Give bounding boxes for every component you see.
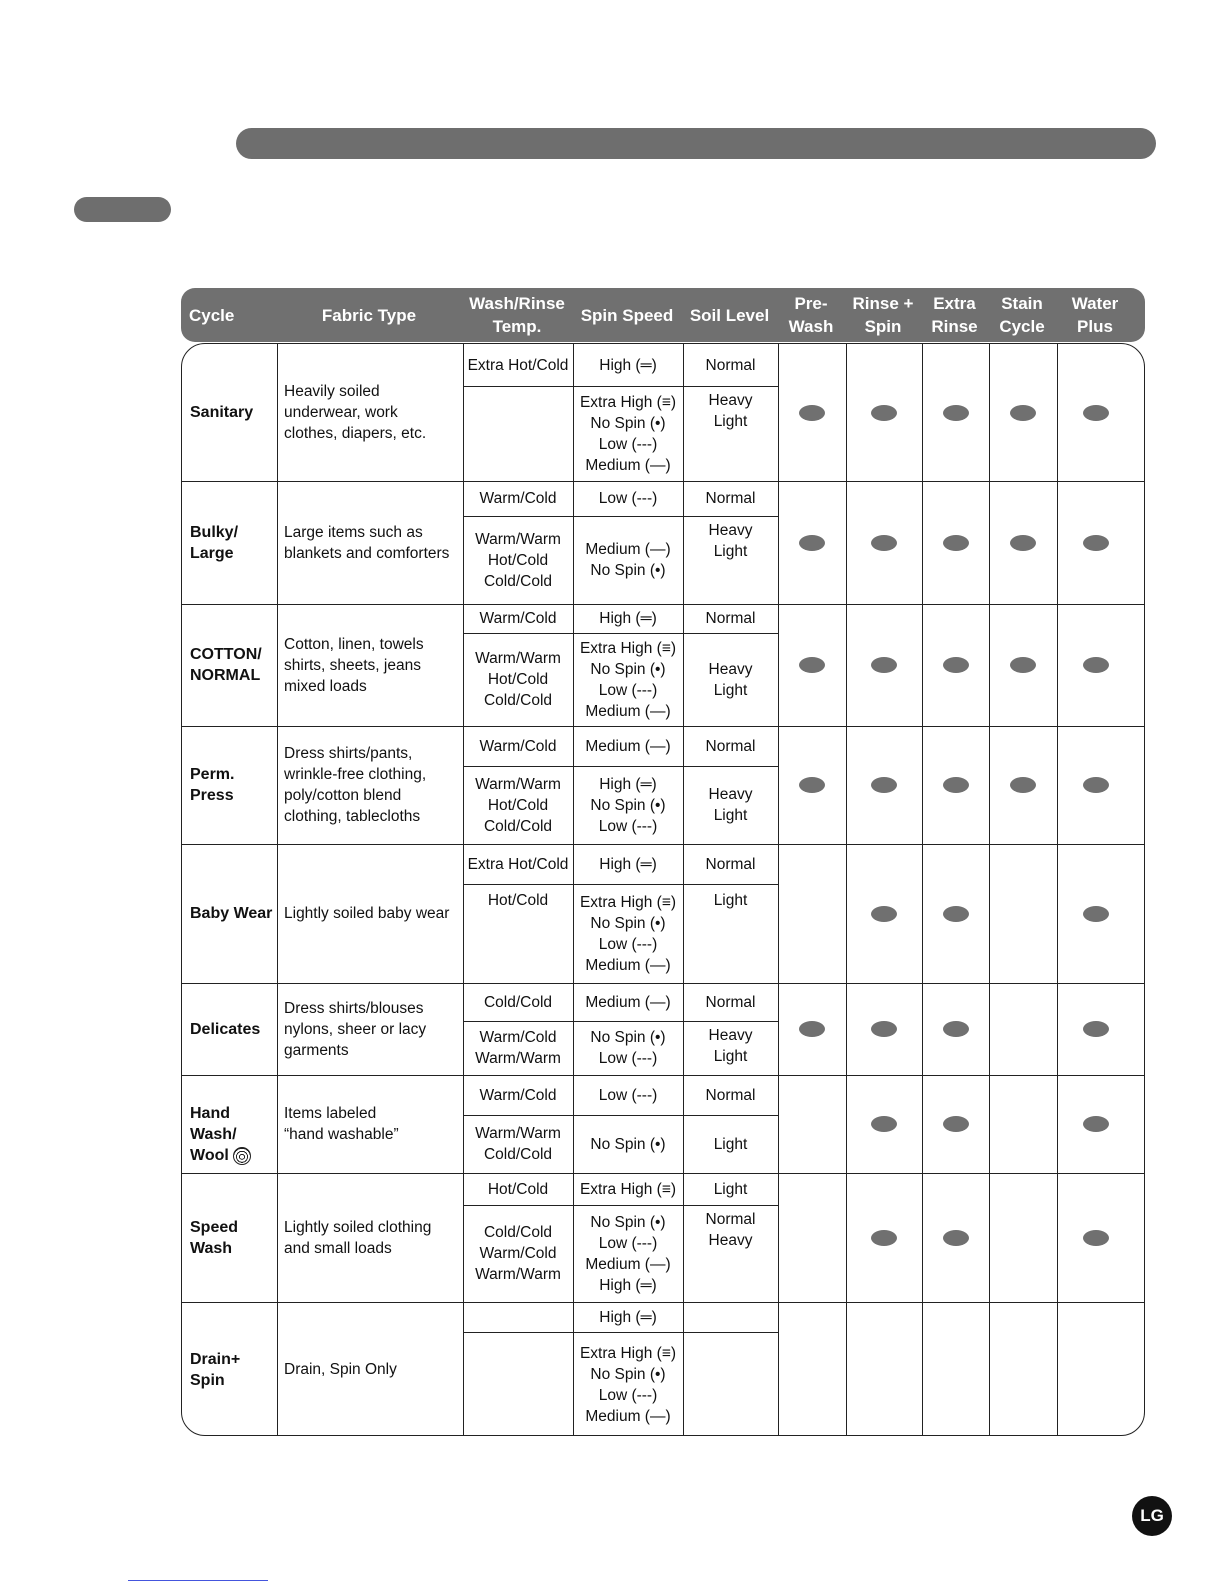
fabric-type: Large items such as blankets and comforters [284, 523, 450, 562]
spin-speed: Extra High (≡) No Spin (•) Low (---) Medium (—) [579, 639, 677, 720]
spin-speed: Low (---) [598, 490, 658, 507]
soil-level: Heavy Light [708, 392, 753, 430]
option-available-dot-extra-rinse [943, 1230, 969, 1246]
option-available-dot-rinse-spin [871, 906, 897, 922]
option-available-dot-extra-rinse [943, 535, 969, 551]
soil-level: Normal [705, 1086, 756, 1104]
option-available-dot-rinse-spin [871, 777, 897, 793]
fabric-type: Items labeled “hand washable” [284, 1105, 399, 1143]
wash-rinse-temp: Hot/Cold [487, 892, 549, 909]
section-title-bar [236, 128, 1156, 159]
wash-rinse-temp: Hot/Cold [487, 1180, 549, 1198]
wash-rinse-temp: Extra Hot/Cold [467, 356, 569, 374]
option-available-dot-rinse-spin [871, 405, 897, 421]
soil-level: Heavy Light [708, 786, 753, 824]
soil-level: Normal Heavy [705, 1211, 756, 1249]
section-tab-pill [74, 197, 171, 222]
table-header [181, 288, 1145, 342]
wash-rinse-temp: Warm/Warm Hot/Cold Cold/Cold [475, 530, 561, 590]
header-soil: Soil Level [689, 305, 770, 325]
soil-level: Normal [705, 855, 756, 873]
option-available-dot-water-plus [1083, 535, 1109, 551]
cycle-name: Sanitary [190, 404, 254, 421]
option-available-dot-extra-rinse [943, 906, 969, 922]
cycle-name: COTTON/ NORMAL [190, 646, 262, 684]
soil-level [683, 1302, 778, 1332]
wash-rinse-temp [463, 1332, 573, 1436]
spin-speed: Medium (—) No Spin (•) [585, 541, 671, 579]
fabric-type: Lightly soiled clothing and small loads [284, 1218, 432, 1257]
option-available-dot-stain-cycle [1010, 535, 1036, 551]
option-available-dot-extra-rinse [943, 1116, 969, 1132]
spin-speed: High (═) [599, 356, 657, 374]
option-available-dot-extra-rinse [943, 657, 969, 673]
spin-speed: Extra High (≡) No Spin (•) Low (---) Medium (—) [579, 393, 677, 474]
option-available-dot-rinse-spin [871, 535, 897, 551]
option-available-dot-rinse-spin [871, 1230, 897, 1246]
soil-level: Heavy Light [708, 522, 753, 560]
column-divider [277, 344, 278, 1435]
header-extra-rinse: Extra Rinse [931, 294, 978, 336]
option-available-dot-prewash [799, 777, 825, 793]
soil-level: Normal [705, 490, 756, 507]
option-available-dot-stain-cycle [1010, 405, 1036, 421]
header-stain-cycle: Stain Cycle [999, 294, 1045, 336]
header-rinse-spin: Rinse + Spin [852, 294, 914, 336]
spin-speed: Extra High (≡) No Spin (•) Low (---) Medium (—) [579, 1344, 677, 1425]
spin-speed: No Spin (•) Low (---) Medium (—) High (═) [585, 1213, 671, 1294]
column-divider [989, 344, 990, 1435]
wash-rinse-temp: Warm/Cold [479, 490, 557, 507]
fabric-type: Dress shirts/blouses nylons, sheer or lacy garments [284, 999, 427, 1059]
wash-rinse-temp: Warm/Warm Hot/Cold Cold/Cold [475, 650, 561, 709]
column-divider [1057, 344, 1058, 1435]
cycle-table [181, 343, 1145, 1436]
link-underline [128, 1580, 268, 1581]
option-available-dot-water-plus [1083, 657, 1109, 673]
soil-level: Normal [705, 610, 756, 627]
option-available-dot-extra-rinse [943, 1021, 969, 1037]
spin-speed: High (═) No Spin (•) Low (---) [590, 775, 666, 835]
wash-rinse-temp: Warm/Cold Warm/Warm [475, 1029, 561, 1067]
wash-rinse-temp: Warm/Warm Cold/Cold [475, 1125, 561, 1163]
option-available-dot-water-plus [1083, 405, 1109, 421]
cycle-name: Perm. Press [190, 766, 235, 804]
wash-rinse-temp [463, 386, 573, 481]
soil-level: Heavy Light [708, 1027, 753, 1065]
wash-rinse-temp: Extra Hot/Cold [467, 855, 569, 873]
soil-level: Normal [705, 993, 756, 1011]
header-water-plus: Water Plus [1071, 294, 1119, 336]
option-available-dot-extra-rinse [943, 777, 969, 793]
wash-rinse-temp [463, 1302, 573, 1332]
spin-speed: Medium (—) [585, 993, 671, 1011]
fabric-type: Lightly soiled baby wear [284, 905, 450, 922]
cycle-name: Delicates [190, 1020, 261, 1038]
option-available-dot-water-plus [1083, 1021, 1109, 1037]
option-available-dot-water-plus [1083, 777, 1109, 793]
fabric-type: Cotton, linen, towels shirts, sheets, jeans mixed loads [284, 635, 424, 695]
soil-level: Light [713, 1135, 748, 1153]
spin-speed: High (═) [599, 610, 657, 627]
column-divider [846, 344, 847, 1435]
option-available-dot-stain-cycle [1010, 777, 1036, 793]
soil-level: Light [713, 892, 748, 909]
wash-rinse-temp: Warm/Cold [479, 610, 557, 627]
fabric-type: Dress shirts/pants, wrinkle-free clothing, poly/cotton blend clothing, tablecloths [284, 745, 427, 825]
spin-speed: High (═) [599, 855, 657, 873]
header-fabric: Fabric Type [321, 305, 417, 325]
spin-speed: No Spin (•) [590, 1135, 666, 1153]
option-available-dot-water-plus [1083, 1230, 1109, 1246]
option-available-dot-prewash [799, 1021, 825, 1037]
cycle-name: Hand Wash/ Wool [190, 1075, 275, 1173]
fabric-type: Heavily soiled underwear, work clothes, diapers, etc. [284, 383, 427, 442]
option-available-dot-rinse-spin [871, 1116, 897, 1132]
logo-text: LG [1140, 1506, 1164, 1525]
lg-logo-icon [1132, 1496, 1172, 1536]
header-prewash: Pre- Wash [788, 294, 834, 336]
cycle-name: Drain+ Spin [190, 1350, 241, 1389]
spin-speed: Extra High (≡) [579, 1180, 677, 1198]
spin-speed: High (═) [599, 1308, 657, 1326]
fabric-type: Drain, Spin Only [284, 1361, 397, 1378]
option-available-dot-extra-rinse [943, 405, 969, 421]
soil-level [683, 1332, 778, 1436]
soil-level: Normal [705, 356, 756, 374]
spin-speed: No Spin (•) Low (---) [590, 1029, 666, 1067]
wash-rinse-temp: Cold/Cold [483, 993, 553, 1011]
column-divider [922, 344, 923, 1435]
header-spin: Spin Speed [580, 305, 674, 325]
wash-rinse-temp: Warm/Warm Hot/Cold Cold/Cold [475, 775, 561, 835]
cycle-name: Speed Wash [190, 1218, 239, 1257]
wash-rinse-temp: Warm/Cold [479, 1086, 557, 1104]
option-available-dot-prewash [799, 657, 825, 673]
option-available-dot-stain-cycle [1010, 657, 1036, 673]
spin-speed: Low (---) [598, 1086, 658, 1104]
soil-level: Normal [705, 737, 756, 755]
spin-speed: Extra High (≡) No Spin (•) Low (---) Medium (—) [579, 893, 677, 974]
wash-rinse-temp: Cold/Cold Warm/Cold Warm/Warm [475, 1224, 561, 1283]
column-divider [778, 344, 779, 1435]
wool-icon [233, 1147, 251, 1165]
cycle-name: Baby Wear [190, 905, 273, 922]
option-available-dot-rinse-spin [871, 657, 897, 673]
option-available-dot-prewash [799, 535, 825, 551]
header-cycle: Cycle [189, 305, 235, 325]
option-available-dot-water-plus [1083, 906, 1109, 922]
header-temp: Wash/Rinse Temp. [469, 294, 565, 336]
option-available-dot-prewash [799, 405, 825, 421]
option-available-dot-water-plus [1083, 1116, 1109, 1132]
cycle-name: Bulky/ Large [190, 523, 239, 562]
option-available-dot-rinse-spin [871, 1021, 897, 1037]
spin-speed: Medium (—) [585, 737, 671, 755]
soil-level: Heavy Light [708, 660, 753, 699]
wash-rinse-temp: Warm/Cold [479, 737, 557, 755]
soil-level: Light [713, 1180, 748, 1198]
